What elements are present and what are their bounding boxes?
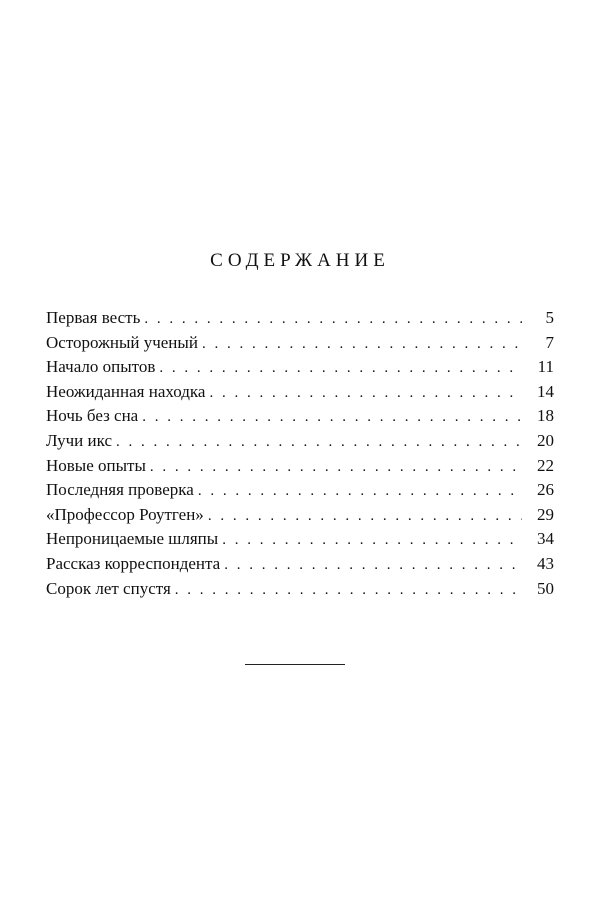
toc-page-number: 5: [545, 308, 554, 327]
toc-row: [46, 306, 554, 331]
dot-leader: [198, 479, 522, 504]
dot-leader: [222, 528, 522, 553]
toc-title: СОДЕРЖАНИЕ: [210, 250, 390, 271]
toc-row: [46, 429, 554, 454]
toc-entry-label: Первая весть: [46, 308, 141, 327]
toc-row: [46, 552, 554, 577]
dot-leader: [159, 356, 522, 381]
toc-entry-label: Новые опыты: [46, 455, 146, 475]
dot-leader: [116, 430, 522, 455]
dot-leader: [209, 381, 522, 406]
toc-row: [46, 331, 554, 356]
toc-entry-label: Сорок лет спустя: [46, 578, 171, 598]
toc-row: [46, 577, 554, 602]
toc-row: [46, 404, 554, 429]
toc-entry-label: Начало опытов: [46, 357, 156, 377]
toc-entry-label: Ночь без сна: [46, 406, 139, 426]
dot-leader: [208, 504, 522, 529]
toc-page-number: 20: [537, 430, 554, 450]
toc-entry-label: Осторожный ученый: [46, 332, 198, 352]
toc-row: [46, 355, 554, 380]
toc-entry-label: Непроницаемые шляпы: [46, 529, 219, 549]
toc-page-number: 14: [537, 381, 554, 401]
toc-entry-label: Последняя проверка: [46, 480, 194, 500]
toc-page-number: 34: [537, 529, 554, 549]
toc-entry-label: Лучи икс: [46, 430, 112, 450]
dot-leader: [202, 332, 522, 357]
toc-page-number: 22: [537, 455, 554, 475]
toc-page-number: 29: [537, 504, 554, 524]
toc-page-number: 26: [537, 480, 554, 500]
toc-row: [46, 527, 554, 552]
dot-leader: [150, 455, 522, 480]
closing-rule: [245, 664, 345, 665]
toc-row: [46, 454, 554, 479]
toc-page-number: 43: [537, 553, 554, 573]
toc-row: [46, 503, 554, 528]
toc-entry-label: Неожиданная находка: [46, 381, 206, 401]
dot-leader: [144, 307, 522, 332]
dot-leader: [224, 553, 522, 578]
dot-leader: [142, 405, 522, 430]
toc-page-number: 7: [545, 332, 554, 352]
toc-page-number: 18: [537, 406, 554, 426]
dot-leader: [175, 578, 522, 603]
toc-entry-label: Рассказ корреспондента: [46, 553, 221, 573]
toc-row: [46, 380, 554, 405]
toc-list: [46, 306, 554, 601]
toc-row: [46, 478, 554, 503]
toc-page-number: 11: [537, 357, 554, 377]
toc-page-number: 50: [537, 578, 554, 598]
toc-entry-label: «Профессор Роутген»: [46, 504, 204, 524]
